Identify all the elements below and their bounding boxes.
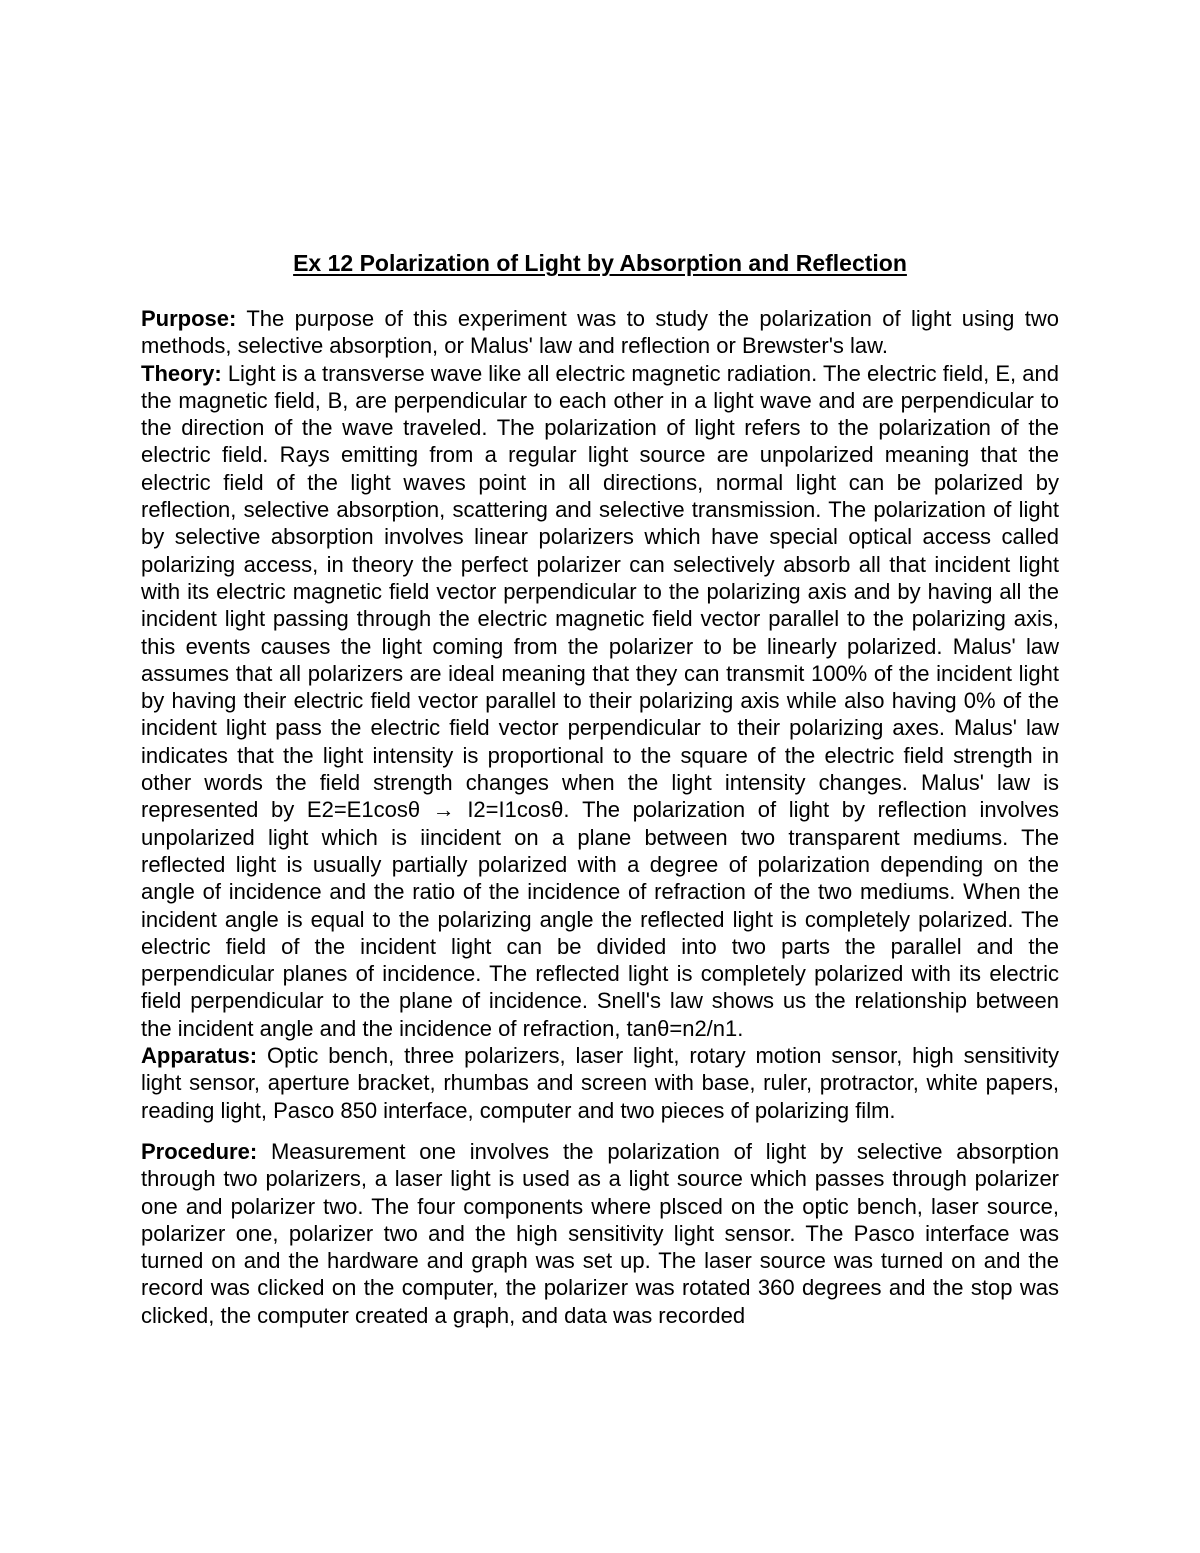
theory-label: Theory:: [141, 360, 222, 386]
theory-text: Light is a transverse wave like all electric magnetic radiation. The electric field, E, and the magnetic field, B, are perpendicular to each other in a light wave and are perpendicular to the direction of the wave traveled. The polarization of light refers to the polarization of the electric field. Rays emitting from a regular light source are unpolarized meaning that the electric field of the light waves point in all directions, normal light can be polarized by reflection, selective absorption, scattering and selective transmission. The polarization of light by selective absorption involves linear polarizers which have special optical access called polarizing access, in theory the perfect polarizer can selectively absorb all that incident light with its electric magnetic field vector perpendicular to the polarizing axis and by having all the incident light passing through the electric magnetic field vector parallel to the polarizing axis, this events causes the light coming from the polarizer to be linearly polarized. Malus' law assumes that all polarizers are ideal meaning that they can transmit 100% of the incident light by having their electric field vector parallel to their polarizing axis while also having 0% of the incident light pass the electric field vector perpendicular to their polarizing axes. Malus' law indicates that the light intensity is proportional to the square of the electric field strength in other words the field strength changes when the light intensity changes. Malus' law is represented by E2=E1cosθ → I2=I1cosθ. The polarization of light by reflection involves unpolarized light which is iincident on a plane between two transparent mediums. The reflected light is usually partially polarized with a degree of polarization depending on the angle of incidence and the ratio of the incidence of refraction of the two mediums. When the incident angle is equal to the polarizing angle the reflected light is completely polarized. The electric field of the incident light can be divided into two parts the parallel and the perpendicular planes of incidence. The reflected light is completely polarized with its electric field perpendicular to the plane of incidence. Snell's law shows us the relationship between the incident angle and the incidence of refraction, tanθ=n2/n1.: [141, 360, 1059, 1041]
document-body: [141, 305, 1059, 1329]
purpose-label: Purpose:: [141, 306, 237, 331]
procedure-text: Measurement one involves the polarization of light by selective absorption through two polarizers, a laser light is used as a light source which passes through polarizer one and polarizer two. The four components where plsced on the optic bench, laser source, polarizer one, polarizer two and the high sensitivity light sensor. The Pasco interface was turned on and the hardware and graph was set up. The laser source was turned on and the record was clicked on the computer, the polarizer was rotated 360 degrees and the stop was clicked, the computer created a graph, and data was recorded: [141, 1138, 1059, 1328]
theory-paragraph: [141, 360, 1059, 1042]
apparatus-text: Optic bench, three polarizers, laser light, rotary motion sensor, high sensitivity light sensor, aperture bracket, rhumbas and screen with base, ruler, protractor, white papers, reading light, Pasco 850 interface, computer and two pieces of polarizing film.: [141, 1043, 1059, 1123]
procedure-label: Procedure:: [141, 1138, 258, 1164]
procedure-paragraph: [141, 1138, 1059, 1329]
apparatus-paragraph: [141, 1042, 1059, 1124]
purpose-paragraph: [141, 305, 1059, 360]
apparatus-label: Apparatus:: [141, 1043, 258, 1069]
document-title: Ex 12 Polarization of Light by Absorption and Reflection: [293, 250, 907, 276]
purpose-text: The purpose of this experiment was to study the polarization of light using two methods, selective absorption, or Malus' law and reflection or Brewster's law.: [141, 306, 1059, 359]
